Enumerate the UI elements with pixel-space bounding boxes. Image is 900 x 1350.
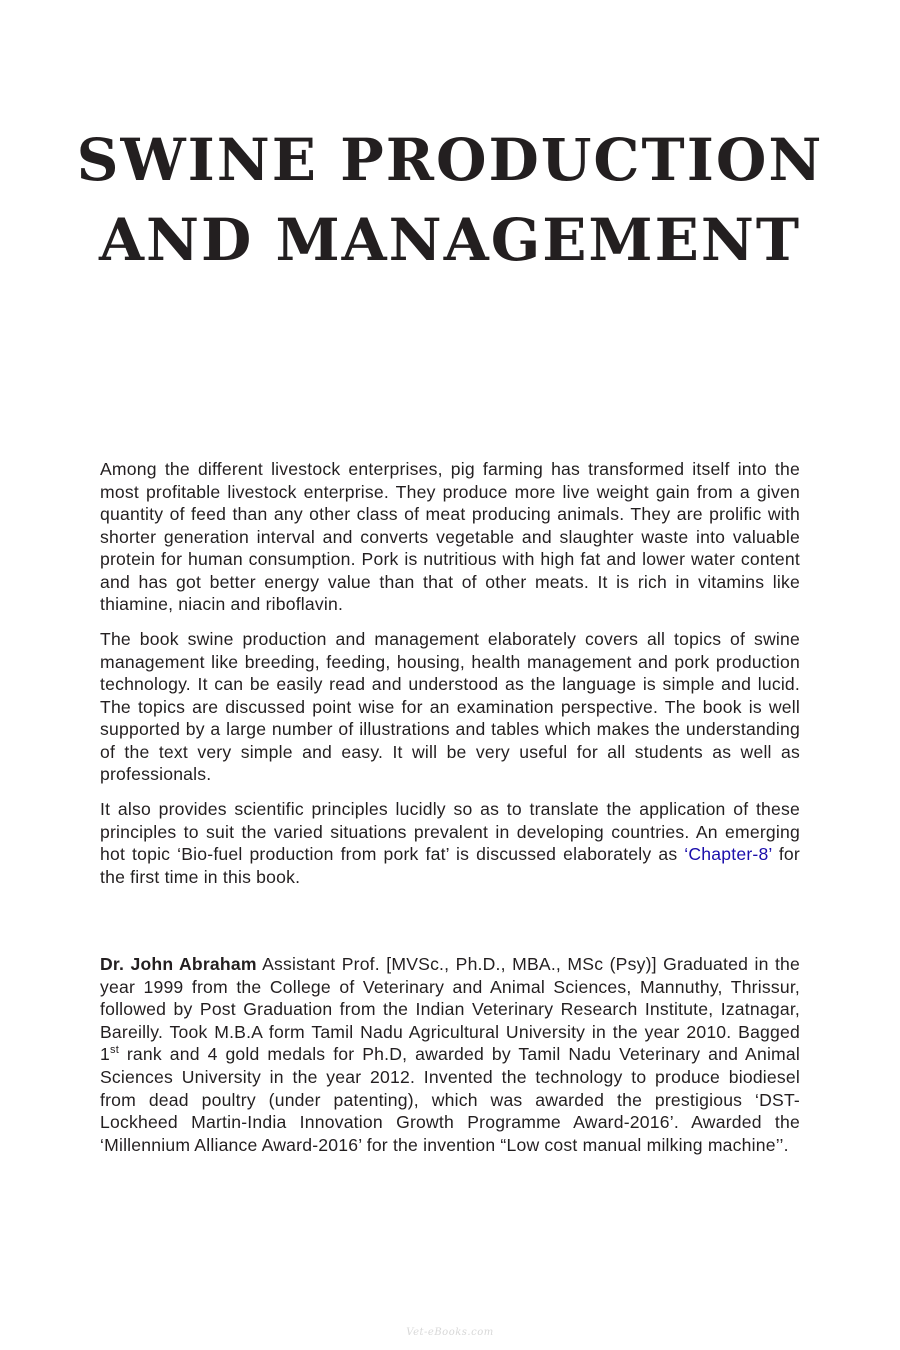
book-description (100, 458, 800, 901)
paragraph-3-text-end: for the first time in this book. (100, 844, 800, 887)
description-paragraph-2: The book swine production and management elaborately covers all topics of swine management like breeding, feeding, housing, health management and pork production technology. It can be easily read and understood as the language is simple and lucid. The topics are discussed point wise for an examination perspective. The book is well supported by a large number of illustrations and tables which makes the understanding of the text very simple and easy. It will be very useful for all students as well as professionals. (100, 629, 800, 784)
title-line-1: SWINE PRODUCTION (76, 126, 824, 194)
paragraph-3-text: It also provides scientific principles lucidly so as to translate the application of these principles to suit the varied situations prevalent in developing countries. An emerging hot topic ‘Bio-fuel production from pork fat’ is discussed elaborately as (100, 799, 800, 864)
author-name: Dr. John Abraham (100, 954, 257, 974)
watermark-logo: Vet-eBooks.com (406, 1327, 494, 1338)
description-paragraph-3 (100, 798, 800, 888)
title-line-2: AND MANAGEMENT (98, 206, 802, 274)
book-title (0, 120, 900, 280)
description-paragraph-1: Among the different livestock enterprises, pig farming has transformed itself into the most profitable livestock enterprise. They produce more live weight gain from a given quantity of feed than any other class of meat producing animals. They are prolific with shorter generation interval and converts vegetable and slaughter waste into valuable protein for human consumption. Pork is nutritious with high fat and lower water content and has got better energy value than that of other meats. It is rich in vitamins like thiamine, niacin and riboflavin. (100, 459, 800, 614)
author-bio-text: Assistant Prof. [MVSc., Ph.D., MBA., MSc (Psy)] Graduated in the year 1999 from the College of Veterinary and Animal Sciences, Mannuthy, Thrissur, followed by Post Graduation from the Indian Veterinary Research Institute, Izatnagar, Bareilly. Took M.B.A form Tamil Nadu Agricultural University in the year 2010. Bagged 1 (100, 954, 800, 1065)
chapter-8-link[interactable]: ‘Chapter-8’ (684, 844, 772, 864)
rank-superscript: st (110, 1044, 119, 1057)
author-bio-text-end: rank and 4 gold medals for Ph.D, awarded by Tamil Nadu Veterinary and Animal Sciences University in the year 2012. Invented the technology to produce biodiesel from dead poultry (under patenting), which was awarded the prestigious ‘DST-Lockheed Martin-India Innovation Growth Programme Award-2016’. Awarded the ‘Millennium Alliance Award-2016’ for the invention “Low cost manual milking machine’’. (100, 1044, 800, 1155)
author-bio (100, 953, 800, 1156)
